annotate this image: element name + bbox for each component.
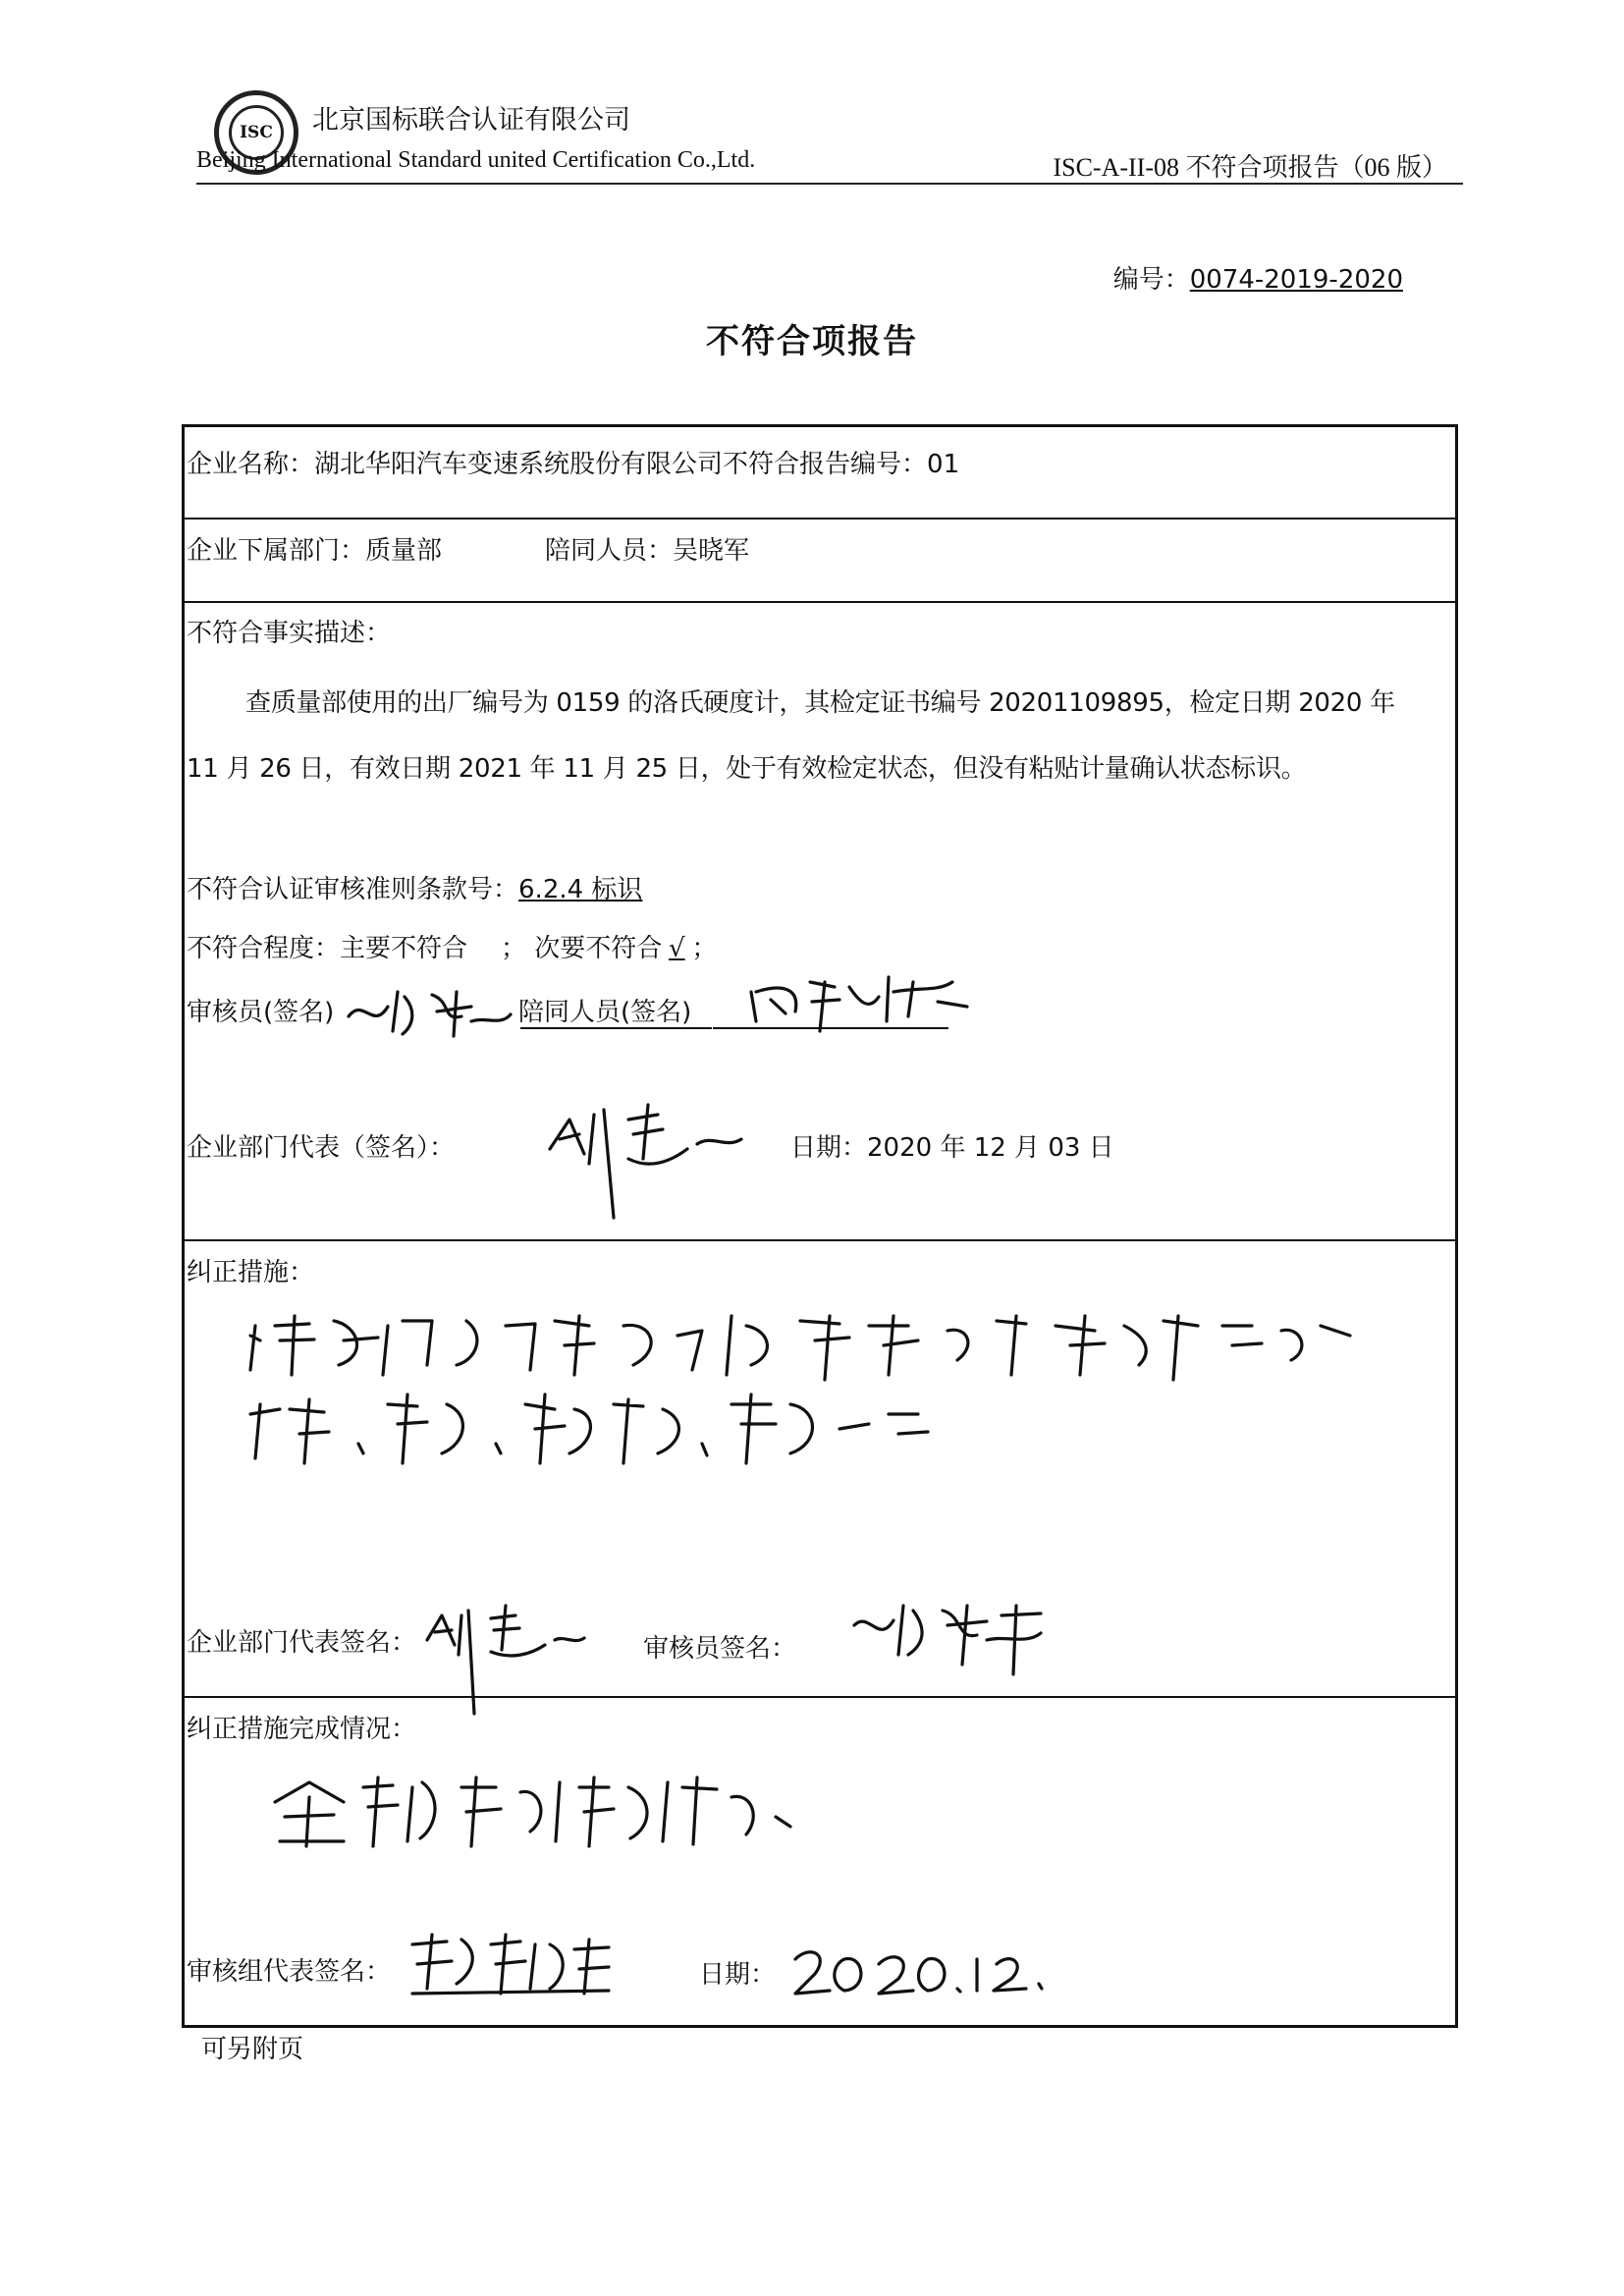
department-value: 质量部 <box>365 536 443 566</box>
report-number-value: 0074-2019-2020 <box>1189 265 1403 295</box>
report-no-value: 01 <box>927 450 960 479</box>
correction-label: 纠正措施： <box>187 1258 315 1287</box>
degree-label: 不符合程度： <box>187 934 341 963</box>
team-rep-signature <box>403 1920 619 2008</box>
department-label: 企业下属部门： <box>187 536 366 566</box>
correction-auditor-signature <box>844 1586 1060 1704</box>
row-divider-4 <box>182 1696 1458 1698</box>
report-number-label: 编号： <box>1112 265 1190 295</box>
correction-dept-rep-label: 企业部门代表签名： <box>187 1628 417 1658</box>
minor-checkbox: √ <box>669 934 685 963</box>
accompany-sign-label: 陪同人员(签名) <box>518 998 692 1027</box>
company-name-cn: 北京国标联合认证有限公司 <box>312 105 630 136</box>
accompany-value: 吴晓军 <box>673 536 750 566</box>
degree-row: 不符合程度：主要不符合 ； 次要不符合 √ ； <box>187 934 718 963</box>
auditor-sign-label: 审核员(签名) <box>187 998 335 1027</box>
team-rep-sign-label: 审核组代表签名： <box>187 1957 392 1987</box>
date-label: 日期： <box>790 1133 868 1163</box>
date-value: 2020 年 12 月 03 日 <box>867 1133 1114 1163</box>
company-name-en: Beijing International Standard united Certification Co.,Ltd. <box>196 147 756 173</box>
form-code: ISC-A-II-08 不符合项报告（06 版） <box>1053 153 1447 182</box>
accompany-row <box>545 530 749 567</box>
row-divider-2 <box>182 601 1458 603</box>
correction-dept-rep-signature <box>417 1591 604 1728</box>
completion-handwritten <box>265 1758 815 1866</box>
company-label: 企业名称： <box>187 450 315 479</box>
description-label: 不符合事实描述： <box>187 619 392 648</box>
department-row <box>187 530 442 567</box>
footer-note: 可另附页 <box>201 2035 304 2064</box>
correction-auditor-label: 审核员签名： <box>643 1634 797 1664</box>
minor-label: 次要不符合 <box>534 934 663 963</box>
major-label: 主要不符合 <box>340 934 468 963</box>
company-value: 湖北华阳汽车变速系统股份有限公司 <box>314 450 724 479</box>
company-row <box>187 444 959 480</box>
dept-rep-signature <box>540 1080 756 1237</box>
auditor-signature <box>344 977 520 1046</box>
header-divider <box>196 183 1463 185</box>
completion-date-handwritten <box>785 1930 1041 2008</box>
accompany-signature <box>741 962 977 1041</box>
clause-label: 不符合认证审核准则条款号： <box>187 875 519 904</box>
correction-handwritten <box>241 1296 1478 1483</box>
dept-rep-sign-label: 企业部门代表（签名）： <box>187 1133 456 1163</box>
description-line-1: 查质量部使用的出厂编号为 0159 的洛氏硬度计，其检定证书编号 20201109895，检定日期 2020 年 <box>245 688 1395 718</box>
report-no-label: 不符合报告编号： <box>723 450 928 479</box>
clause-value: 6.2.4 标识 <box>518 875 643 904</box>
completion-date-label: 日期： <box>699 1960 777 1990</box>
document-title: 不符合项报告 <box>706 322 918 361</box>
row-divider-3 <box>182 1239 1458 1241</box>
report-number <box>1113 259 1403 296</box>
completion-label: 纠正措施完成情况： <box>187 1715 417 1744</box>
logo-text: ISC <box>229 105 284 160</box>
description-line-2: 11 月 26 日，有效日期 2021 年 11 月 25 日，处于有效检定状态，但没有粘贴计量确认状态标识。 <box>187 754 1307 784</box>
date-row <box>790 1127 1114 1164</box>
accompany-label: 陪同人员： <box>545 536 674 566</box>
clause-row <box>187 869 642 905</box>
row-divider-1 <box>182 518 1458 519</box>
